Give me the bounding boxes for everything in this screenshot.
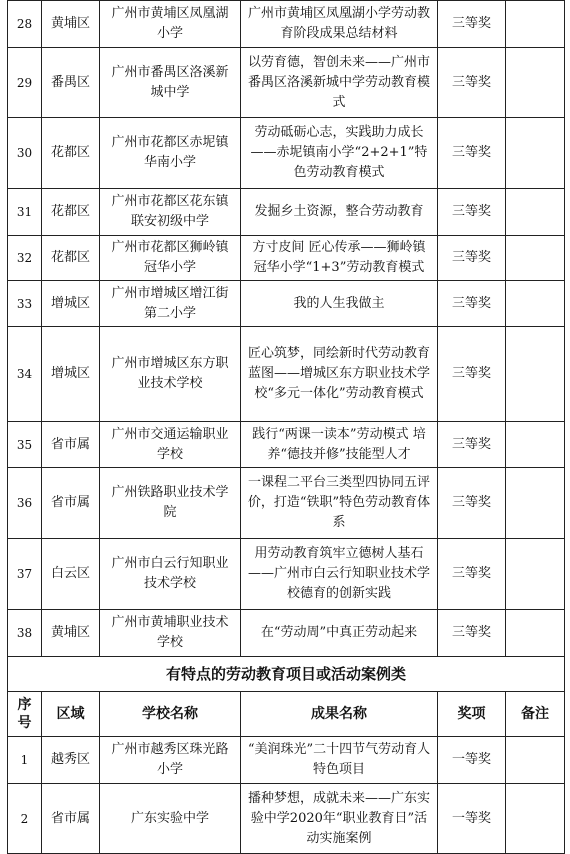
row-title: 践行“两课一读本”劳动模式 培养“德技并修”技能型人才 <box>241 422 438 468</box>
row-title: 发掘乡土资源，整合劳动教育 <box>241 189 438 236</box>
header-region: 区域 <box>42 692 100 737</box>
row-school: 广州市花都区赤坭镇华南小学 <box>100 118 241 189</box>
row-award: 三等奖 <box>438 48 506 118</box>
row-note <box>506 784 565 854</box>
table-row <box>8 189 565 236</box>
section-title-row <box>8 657 565 692</box>
row-title: 用劳动教育筑牢立德树人基石——广州市白云行知职业技术学校德育的创新实践 <box>241 539 438 610</box>
row-award: 三等奖 <box>438 610 506 657</box>
row-number: 30 <box>8 118 42 189</box>
row-number: 28 <box>8 1 42 48</box>
row-title: 方寸皮间 匠心传承——狮岭镇冠华小学“1+3”劳动教育模式 <box>241 236 438 281</box>
table-row <box>8 737 565 784</box>
row-title: 一课程二平台三类型四协同五评价，打造“铁职”特色劳动教育体系 <box>241 468 438 539</box>
row-region: 番禺区 <box>42 48 100 118</box>
row-region: 花都区 <box>42 189 100 236</box>
table-row <box>8 422 565 468</box>
row-number: 2 <box>8 784 42 854</box>
row-school: 广东实验中学 <box>100 784 241 854</box>
table-row <box>8 539 565 610</box>
table-row <box>8 610 565 657</box>
row-title: 匠心筑梦，同绘新时代劳动教育蓝图——增城区东方职业技术学校“多元一体化”劳动教育模式 <box>241 327 438 422</box>
row-number: 31 <box>8 189 42 236</box>
row-number: 33 <box>8 281 42 327</box>
row-title: 在“劳动周”中真正劳动起来 <box>241 610 438 657</box>
row-note <box>506 539 565 610</box>
table-row <box>8 118 565 189</box>
row-school: 广州市增城区东方职业技术学校 <box>100 327 241 422</box>
row-note <box>506 610 565 657</box>
section-title: 有特点的劳动教育项目或活动案例类 <box>8 657 565 692</box>
row-award: 三等奖 <box>438 118 506 189</box>
table-row <box>8 236 565 281</box>
row-number: 36 <box>8 468 42 539</box>
row-title: “美润珠光”二十四节气劳动育人特色项目 <box>241 737 438 784</box>
row-title: 广州市黄埔区凤凰湖小学劳动教育阶段成果总结材料 <box>241 1 438 48</box>
header-school: 学校名称 <box>100 692 241 737</box>
row-note <box>506 48 565 118</box>
row-region: 花都区 <box>42 118 100 189</box>
row-region: 省市属 <box>42 468 100 539</box>
row-title: 我的人生我做主 <box>241 281 438 327</box>
row-region: 越秀区 <box>42 737 100 784</box>
row-region: 省市属 <box>42 422 100 468</box>
row-title: 以劳育德，智创未来——广州市番禺区洛溪新城中学劳动教育模式 <box>241 48 438 118</box>
row-school: 广州市增城区增江街第二小学 <box>100 281 241 327</box>
row-award: 三等奖 <box>438 189 506 236</box>
header-number: 序号 <box>8 692 42 737</box>
row-school: 广州铁路职业技术学院 <box>100 468 241 539</box>
table-header-row <box>8 692 565 737</box>
row-school: 广州市黄埔区凤凰湖小学 <box>100 1 241 48</box>
row-award: 三等奖 <box>438 422 506 468</box>
row-region: 省市属 <box>42 784 100 854</box>
row-note <box>506 327 565 422</box>
row-note <box>506 737 565 784</box>
table-row <box>8 327 565 422</box>
row-number: 35 <box>8 422 42 468</box>
row-number: 38 <box>8 610 42 657</box>
row-region: 增城区 <box>42 327 100 422</box>
row-award: 三等奖 <box>438 281 506 327</box>
row-number: 32 <box>8 236 42 281</box>
row-note <box>506 118 565 189</box>
row-award: 三等奖 <box>438 468 506 539</box>
row-school: 广州市花都区花东镇联安初级中学 <box>100 189 241 236</box>
row-region: 黄埔区 <box>42 1 100 48</box>
row-school: 广州市白云行知职业技术学校 <box>100 539 241 610</box>
top-rows <box>8 1 565 854</box>
row-award: 三等奖 <box>438 327 506 422</box>
awards-table <box>7 0 565 854</box>
table-row <box>8 468 565 539</box>
row-note <box>506 236 565 281</box>
row-region: 白云区 <box>42 539 100 610</box>
row-number: 37 <box>8 539 42 610</box>
row-region: 花都区 <box>42 236 100 281</box>
row-award: 一等奖 <box>438 737 506 784</box>
table-row <box>8 281 565 327</box>
row-number: 1 <box>8 737 42 784</box>
row-award: 一等奖 <box>438 784 506 854</box>
row-title: 劳动砥砺心志，实践助力成长——赤坭镇南小学“2+2+1”特色劳动教育模式 <box>241 118 438 189</box>
header-award: 奖项 <box>438 692 506 737</box>
row-school: 广州市番禺区洛溪新城中学 <box>100 48 241 118</box>
row-note <box>506 281 565 327</box>
table-row <box>8 784 565 854</box>
row-school: 广州市黄埔职业技术学校 <box>100 610 241 657</box>
row-school: 广州市越秀区珠光路小学 <box>100 737 241 784</box>
row-region: 黄埔区 <box>42 610 100 657</box>
row-title: 播种梦想，成就未来——广东实验中学2020年“职业教育日”活动实施案例 <box>241 784 438 854</box>
row-note <box>506 468 565 539</box>
row-school: 广州市花都区狮岭镇冠华小学 <box>100 236 241 281</box>
table-row <box>8 1 565 48</box>
row-note <box>506 189 565 236</box>
header-title: 成果名称 <box>241 692 438 737</box>
row-region: 增城区 <box>42 281 100 327</box>
row-note <box>506 1 565 48</box>
table-row <box>8 48 565 118</box>
row-award: 三等奖 <box>438 1 506 48</box>
row-school: 广州市交通运输职业学校 <box>100 422 241 468</box>
header-note: 备注 <box>506 692 565 737</box>
row-note <box>506 422 565 468</box>
row-number: 29 <box>8 48 42 118</box>
row-award: 三等奖 <box>438 236 506 281</box>
row-award: 三等奖 <box>438 539 506 610</box>
row-number: 34 <box>8 327 42 422</box>
